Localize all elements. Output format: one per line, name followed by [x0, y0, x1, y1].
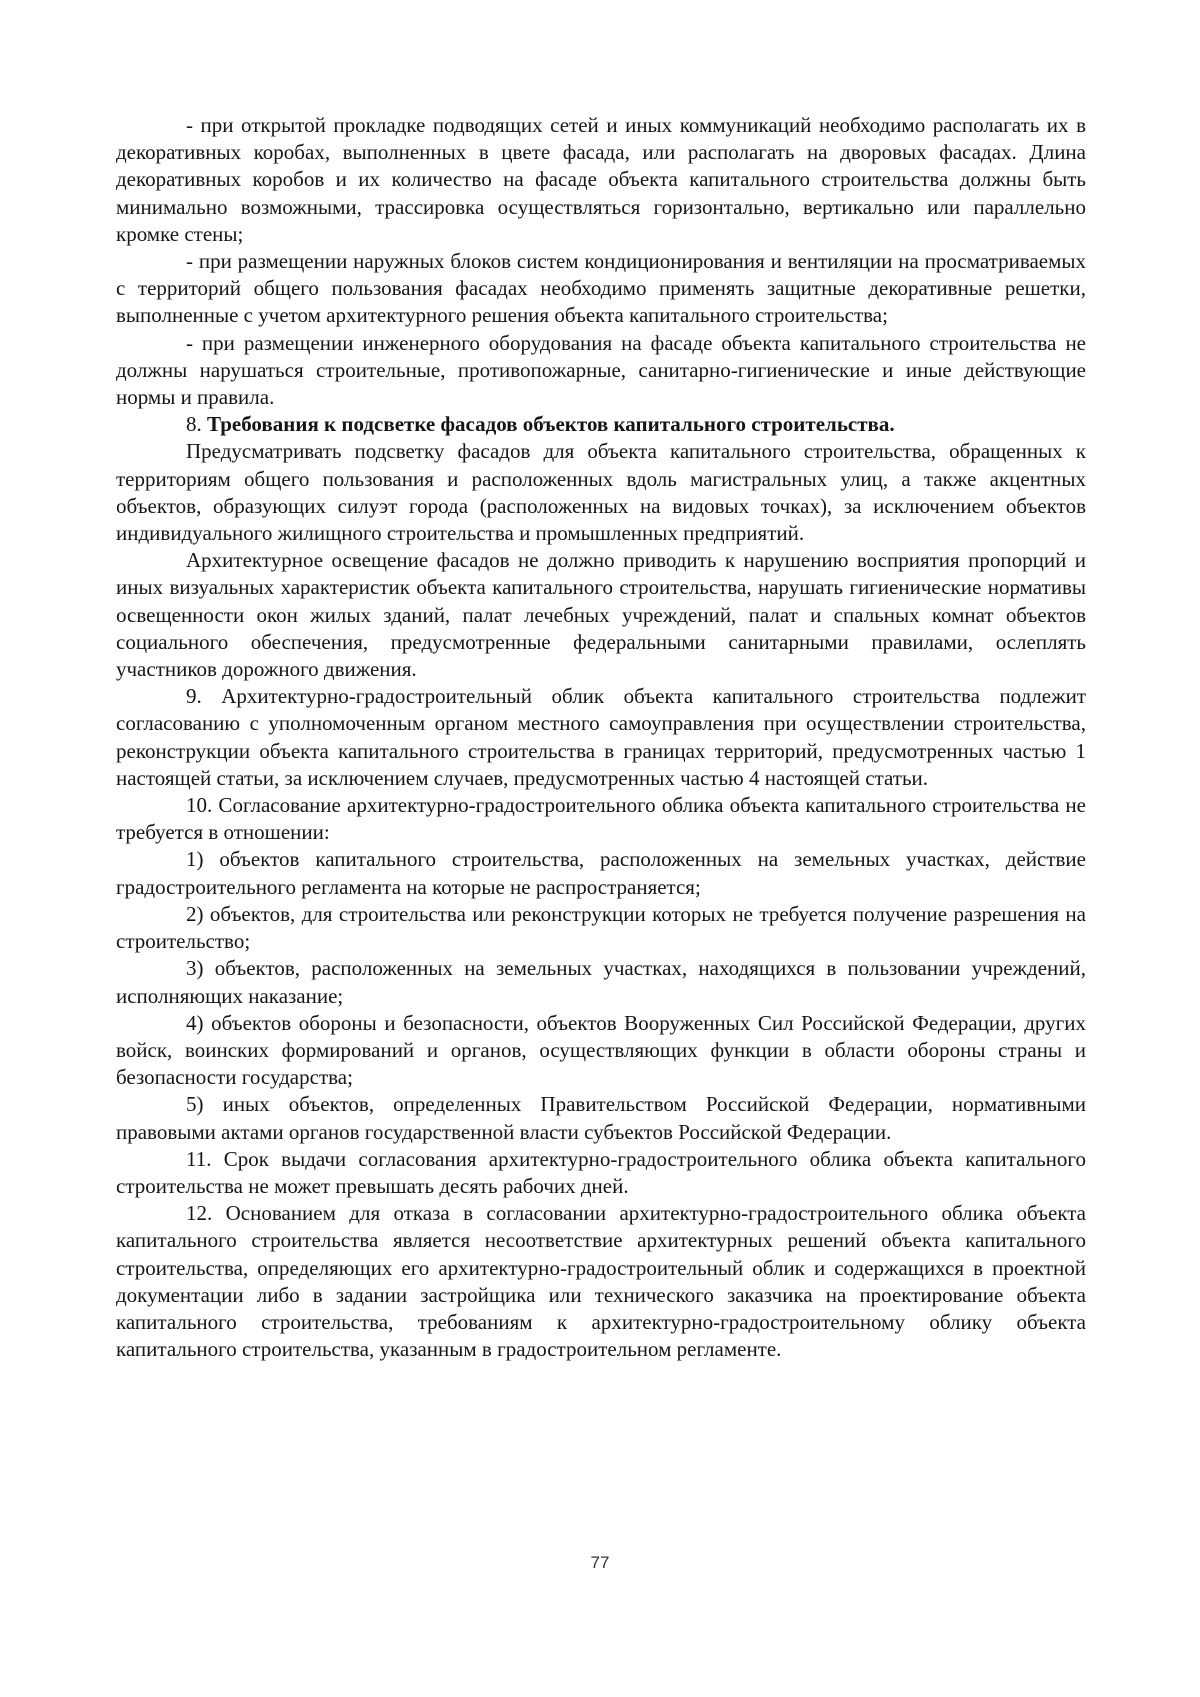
list-item-10-4: 4) объектов обороны и безопасности, объектов Вооруженных Сил Российской Федерации, других войск, воинских формирований и органов, осуществляющих функции в области обороны страны и безопасности государства;	[116, 1010, 1086, 1090]
paragraph-facade-lighting: Предусматривать подсветку фасадов для объекта капитального строительства, обращенных к территориям общего пользования и расположенных вдоль магистральных улиц, а также акцентных объектов, образующих силуэт города (расположенных на видовых точках), за исключением объектов индивидуального жилищного строительства и промышленных предприятий.	[116, 439, 1086, 546]
paragraph-item-11: 11. Срок выдачи согласования архитектурно-градостроительного облика объекта капитального строительства не может превышать десять рабочих дней.	[116, 1146, 1086, 1198]
paragraph-item-12: 12. Основанием для отказа в согласовании архитектурно-градостроительного облика объекта капитального строительства является несоответствие архитектурных решений объекта капитального строительства, определяющих его архитектурно-градостроительный облик и содержащихся в проектной документации либо в задании застройщика или технического заказчика на проектирование объекта капитального строительства, требованиям к архитектурно-градостроительному облику объекта капитального строительства, указанным в градостроительном регламенте.	[116, 1201, 1086, 1362]
list-item-10-2: 2) объектов, для строительства или реконструкции которых не требуется получение разрешения на строительство;	[116, 901, 1086, 954]
list-item-10-5: 5) иных объектов, определенных Правительством Российской Федерации, нормативными правовыми актами органов государственной власти субъектов Российской Федерации.	[116, 1092, 1086, 1144]
section-8-number: 8.	[186, 412, 202, 437]
paragraph-engineering-equipment: - при размещении инженерного оборудования на фасаде объекта капитального строительства не должны нарушаться строительные, противопожарные, санитарно-гигиенические и иные действующие нормы и правила.	[116, 330, 1086, 410]
paragraph-architectural-lighting: Архитектурное освещение фасадов не должно приводить к нарушению восприятия пропорций и иных визуальных характеристик объекта капитального строительства, нарушать гигиенические нормативы освещенности окон жилых зданий, палат лечебных учреждений, палат и спальных комнат объектов социального обеспечения, предусмотренные федеральными санитарными правилами, ослеплять участников дорожного движения.	[116, 548, 1086, 682]
section-8-title: Требования к подсветке фасадов объектов капитального строительства.	[207, 412, 895, 437]
section-8-heading	[116, 411, 1086, 438]
paragraph-open-networks: - при открытой прокладке подводящих сетей и иных коммуникаций необходимо располагать их в декоративных коробах, выполненных в цвете фасада, или располагать на дворовых фасадах. Длина декоративных коробов и их количество на фасаде объекта капитального строительства должны быть минимально возможными, трассировка осуществляться горизонтально, вертикально или параллельно кромке стены;	[116, 113, 1086, 246]
list-item-10-1: 1) объектов капитального строительства, расположенных на земельных участках, действие градостроительного регламента на которые не распространяется;	[116, 847, 1086, 899]
paragraph-item-9: 9. Архитектурно-градостроительный облик объекта капитального строительства подлежит согласованию с уполномоченным органом местного самоуправления при осуществлении строительства, реконструкции объекта капитального строительства в границах территорий, предусмотренных частью 1 настоящей статьи, за исключением случаев, предусмотренных частью 4 настоящей статьи.	[116, 684, 1086, 790]
document-body	[116, 112, 1086, 1363]
paragraph-item-10: 10. Согласование архитектурно-градостроительного облика объекта капитального строительства не требуется в отношении:	[116, 793, 1086, 845]
page-number: 77	[590, 1553, 610, 1572]
paragraph-ventilation-units: - при размещении наружных блоков систем кондиционирования и вентиляции на просматриваемых с территорий общего пользования фасадах необходимо применять защитные декоративные решетки, выполненные с учетом архитектурного решения объекта капитального строительства;	[116, 249, 1086, 328]
list-item-10-3: 3) объектов, расположенных на земельных участках, находящихся в пользовании учреждений, исполняющих наказание;	[116, 956, 1086, 1008]
